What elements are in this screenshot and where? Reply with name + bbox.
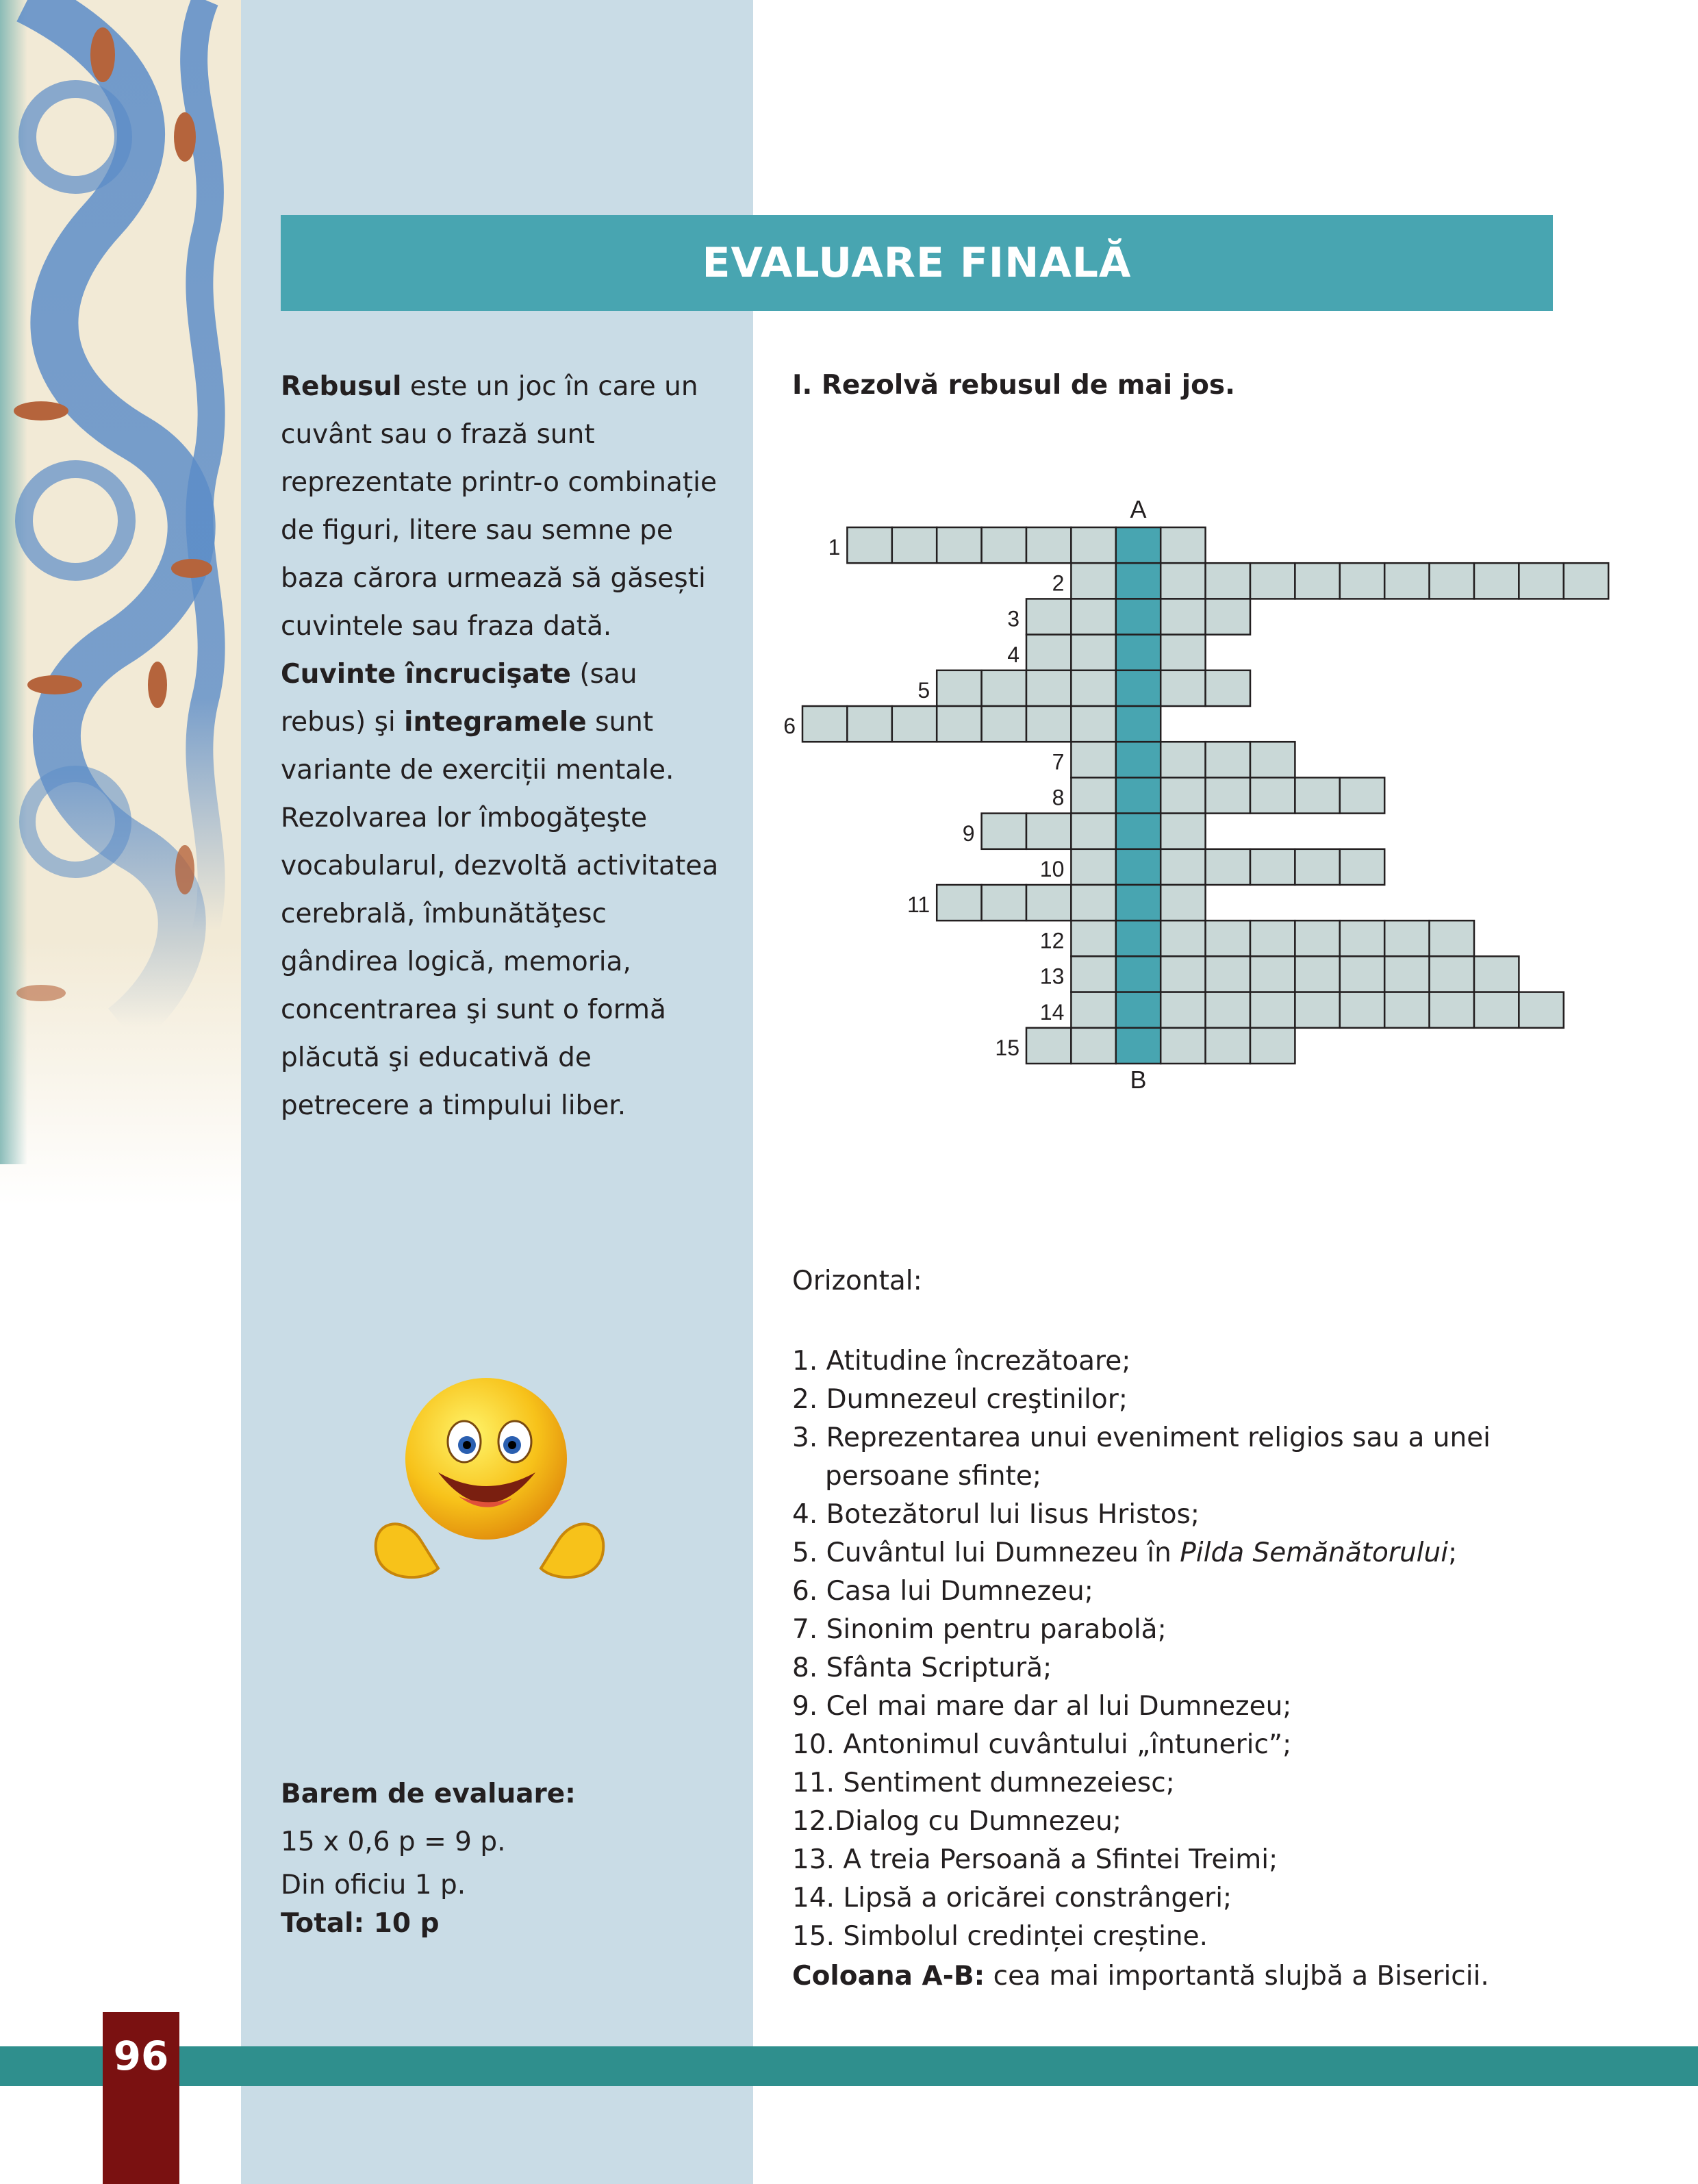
crossword-row-number: 10 bbox=[1039, 857, 1065, 881]
clue-4: 4. Botezătorul lui Iisus Hristos; bbox=[792, 1499, 1200, 1530]
intro-term-cuvinte: Cuvinte încrucişate bbox=[281, 659, 571, 690]
crossword-key-cell[interactable] bbox=[1116, 992, 1161, 1028]
crossword-cell[interactable] bbox=[847, 527, 891, 563]
crossword-cell[interactable] bbox=[1340, 777, 1384, 813]
crossword-cell[interactable] bbox=[937, 885, 981, 920]
crossword-cell[interactable] bbox=[1430, 956, 1474, 992]
crossword-cell[interactable] bbox=[982, 706, 1026, 742]
crossword-cell[interactable] bbox=[1340, 992, 1384, 1028]
page-number: 96 bbox=[103, 2012, 179, 2184]
crossword-key-cell[interactable] bbox=[1116, 920, 1161, 956]
clue-3-continued: persoane sfinte; bbox=[825, 1461, 1041, 1492]
crossword-cell[interactable] bbox=[1026, 527, 1071, 563]
intro-text bbox=[281, 363, 719, 1130]
crossword-cell[interactable] bbox=[1071, 670, 1115, 706]
crossword-cell[interactable] bbox=[937, 527, 981, 563]
crossword-row-number: 7 bbox=[1052, 749, 1065, 775]
clue-14: 14. Lipsă a oricărei constrângeri; bbox=[792, 1883, 1232, 1913]
crossword-cell[interactable] bbox=[1295, 777, 1339, 813]
crossword-cell[interactable] bbox=[1295, 563, 1339, 599]
barem-line-1: 15 x 0,6 p = 9 p. bbox=[281, 1827, 506, 1857]
intro-paragraph-2a: (sau rebus) şi bbox=[281, 659, 637, 738]
clue-1: 1. Atitudine încrezătoare; bbox=[792, 1346, 1131, 1377]
crossword-row-number: 5 bbox=[917, 678, 930, 703]
crossword-cell[interactable] bbox=[1026, 885, 1071, 920]
clue-12: 12.Dialog cu Dumnezeu; bbox=[792, 1806, 1122, 1837]
crossword-cell[interactable] bbox=[1295, 920, 1339, 956]
crossword-cell[interactable] bbox=[1250, 849, 1295, 885]
crossword-cell[interactable] bbox=[1295, 849, 1339, 885]
crossword-label-a: A bbox=[1130, 495, 1147, 523]
crossword-cell[interactable] bbox=[1430, 563, 1474, 599]
clue-5-italic: Pilda Semănătorului bbox=[1180, 1537, 1449, 1568]
clue-6: 6. Casa lui Dumnezeu; bbox=[792, 1576, 1093, 1607]
crossword-cell[interactable] bbox=[1161, 814, 1205, 849]
crossword-row-number: 3 bbox=[1007, 606, 1019, 631]
intro-paragraph-3: Rezolvarea lor îmbogăţeşte vocabularul, dezvoltă activitatea cerebrală, îmbunătăţesc gândirea logică, memoria, concentrarea şi sunt o formă plăcută şi educativă de petrecere a timpului liber. bbox=[281, 803, 719, 1121]
crossword-cell[interactable] bbox=[1384, 992, 1429, 1028]
crossword-cell[interactable] bbox=[1161, 1028, 1205, 1064]
crossword-grid bbox=[781, 479, 1616, 1109]
crossword-cell[interactable] bbox=[1161, 635, 1205, 670]
crossword-cell[interactable] bbox=[1026, 599, 1071, 634]
crossword-cell[interactable] bbox=[1026, 814, 1071, 849]
crossword-cell[interactable] bbox=[1340, 563, 1384, 599]
clue-9: 9. Cel mai mare dar al lui Dumnezeu; bbox=[792, 1691, 1292, 1722]
crossword-cell[interactable] bbox=[1161, 777, 1205, 813]
crossword-row-number: 12 bbox=[1039, 928, 1065, 953]
crossword-cell[interactable] bbox=[1206, 563, 1250, 599]
crossword-cell[interactable] bbox=[982, 814, 1026, 849]
crossword-cell[interactable] bbox=[1071, 956, 1115, 992]
ornament-border bbox=[0, 0, 241, 1205]
clue-3: 3. Reprezentarea unui eveniment religios sau a unei bbox=[792, 1422, 1491, 1453]
crossword-cell[interactable] bbox=[1206, 742, 1250, 777]
clue-11: 11. Sentiment dumnezeiesc; bbox=[792, 1768, 1175, 1798]
crossword-cell[interactable] bbox=[1384, 920, 1429, 956]
crossword-cell[interactable] bbox=[1384, 563, 1429, 599]
barem-heading: Barem de evaluare: bbox=[281, 1779, 576, 1809]
crossword-key-cell[interactable] bbox=[1116, 635, 1161, 670]
barem-total: Total: 10 p bbox=[281, 1908, 440, 1939]
crossword-cell[interactable] bbox=[1071, 920, 1115, 956]
crossword-row-number: 11 bbox=[907, 892, 930, 918]
crossword-cell[interactable] bbox=[1071, 563, 1115, 599]
clue-list bbox=[792, 1342, 1600, 1956]
crossword-cell[interactable] bbox=[1250, 742, 1295, 777]
crossword-cell[interactable] bbox=[1250, 777, 1295, 813]
crossword-cell[interactable] bbox=[1474, 956, 1519, 992]
crossword-cell[interactable] bbox=[1071, 706, 1115, 742]
crossword-cell[interactable] bbox=[1250, 956, 1295, 992]
crossword-cell[interactable] bbox=[1384, 956, 1429, 992]
intro-term-rebus: Rebusul bbox=[281, 371, 402, 402]
crossword-row-number: 6 bbox=[783, 714, 796, 739]
crossword-row-number: 8 bbox=[1052, 785, 1065, 810]
crossword-cell[interactable] bbox=[1161, 599, 1205, 634]
clue-13: 13. A treia Persoană a Sfintei Treimi; bbox=[792, 1844, 1278, 1875]
crossword-cell[interactable] bbox=[1206, 849, 1250, 885]
clue-15: 15. Simbolul credinței creștine. bbox=[792, 1921, 1208, 1952]
clue-5-text: 5. Cuvântul lui Dumnezeu în bbox=[792, 1537, 1180, 1568]
column-ab-text: cea mai importantă slujbă a Bisericii. bbox=[985, 1961, 1489, 1992]
crossword-cell[interactable] bbox=[892, 527, 937, 563]
crossword-cell[interactable] bbox=[1071, 635, 1115, 670]
crossword-cell[interactable] bbox=[1519, 992, 1563, 1028]
crossword-cell[interactable] bbox=[1071, 1028, 1115, 1064]
crossword-cell[interactable] bbox=[1026, 635, 1071, 670]
crossword-cell[interactable] bbox=[1206, 670, 1250, 706]
crossword-cell[interactable] bbox=[1206, 599, 1250, 634]
crossword-key-cell[interactable] bbox=[1116, 885, 1161, 920]
crossword-row-number: 1 bbox=[828, 535, 841, 560]
crossword-cell[interactable] bbox=[1206, 956, 1250, 992]
crossword-cell[interactable] bbox=[1295, 956, 1339, 992]
crossword-cell[interactable] bbox=[1474, 563, 1519, 599]
crossword-row-number: 9 bbox=[962, 820, 975, 846]
crossword-cell[interactable] bbox=[937, 706, 981, 742]
crossword-cell[interactable] bbox=[1161, 849, 1205, 885]
crossword-cell[interactable] bbox=[1071, 849, 1115, 885]
crossword-key-cell[interactable] bbox=[1116, 527, 1161, 563]
crossword-cell[interactable] bbox=[982, 527, 1026, 563]
footer-bar bbox=[0, 2046, 1698, 2086]
crossword-cell[interactable] bbox=[1161, 885, 1205, 920]
column-ab-label: Coloana A-B: bbox=[792, 1961, 985, 1992]
intro-paragraph-1: este un joc în care un cuvânt sau o frază sunt reprezentate printr-o combinație de figuri, litere sau semne pe baza cărora urmează să găsești cuvintele sau fraza dată. bbox=[281, 371, 718, 642]
crossword-label-b: B bbox=[1130, 1066, 1147, 1094]
crossword-cell[interactable] bbox=[1206, 777, 1250, 813]
crossword-key-cell[interactable] bbox=[1116, 742, 1161, 777]
crossword-cell[interactable] bbox=[982, 670, 1026, 706]
crossword-cell[interactable] bbox=[1519, 563, 1563, 599]
crossword-cell[interactable] bbox=[1071, 992, 1115, 1028]
crossword-key-cell[interactable] bbox=[1116, 670, 1161, 706]
crossword-cell[interactable] bbox=[1340, 849, 1384, 885]
crossword-cell[interactable] bbox=[1026, 1028, 1071, 1064]
crossword-cell[interactable] bbox=[1071, 814, 1115, 849]
crossword-row-number: 14 bbox=[1039, 999, 1065, 1025]
crossword-cell[interactable] bbox=[1161, 742, 1205, 777]
crossword-cell[interactable] bbox=[1564, 563, 1608, 599]
column-ab-clue bbox=[792, 1957, 1489, 1996]
crossword-cell[interactable] bbox=[1161, 920, 1205, 956]
crossword-cell[interactable] bbox=[1026, 670, 1071, 706]
crossword-key-cell[interactable] bbox=[1116, 814, 1161, 849]
crossword-row-number: 13 bbox=[1039, 964, 1065, 989]
clue-2: 2. Dumnezeul creştinilor; bbox=[792, 1384, 1128, 1415]
crossword-cell[interactable] bbox=[937, 670, 981, 706]
crossword-cell[interactable] bbox=[1430, 992, 1474, 1028]
crossword-cell[interactable] bbox=[1161, 956, 1205, 992]
crossword-key-cell[interactable] bbox=[1116, 849, 1161, 885]
clue-5-end: ; bbox=[1448, 1537, 1458, 1568]
crossword-key-cell[interactable] bbox=[1116, 599, 1161, 634]
crossword-key-cell[interactable] bbox=[1116, 706, 1161, 742]
intro-term-integrame: integramele bbox=[404, 707, 587, 738]
crossword-cell[interactable] bbox=[1071, 599, 1115, 634]
crossword-cell[interactable] bbox=[1161, 527, 1205, 563]
crossword-cell[interactable] bbox=[1340, 956, 1384, 992]
crossword-key-cell[interactable] bbox=[1116, 777, 1161, 813]
crossword-key-cell[interactable] bbox=[1116, 1028, 1161, 1064]
clue-8: 8. Sfânta Scriptură; bbox=[792, 1653, 1052, 1683]
crossword-cell[interactable] bbox=[1430, 920, 1474, 956]
crossword-key-cell[interactable] bbox=[1116, 563, 1161, 599]
crossword-row-number: 4 bbox=[1007, 642, 1019, 667]
crossword-row-number: 15 bbox=[995, 1035, 1019, 1060]
crossword-cell[interactable] bbox=[1071, 742, 1115, 777]
crossword-cell[interactable] bbox=[1206, 920, 1250, 956]
orizontal-heading: Orizontal: bbox=[792, 1266, 922, 1296]
crossword-cell[interactable] bbox=[982, 885, 1026, 920]
intro-paragraph-2b: sunt variante de exerciții mentale. bbox=[281, 707, 674, 786]
crossword-cell[interactable] bbox=[847, 706, 891, 742]
crossword-cell[interactable] bbox=[1026, 706, 1071, 742]
crossword-cell[interactable] bbox=[1250, 563, 1295, 599]
smiley-thumbs-up-icon bbox=[356, 1377, 623, 1603]
barem-line-2: Din oficiu 1 p. bbox=[281, 1870, 466, 1900]
crossword-cell[interactable] bbox=[1474, 992, 1519, 1028]
crossword-cell[interactable] bbox=[1206, 1028, 1250, 1064]
crossword-cell[interactable] bbox=[1161, 992, 1205, 1028]
crossword-cell[interactable] bbox=[802, 706, 847, 742]
crossword-key-cell[interactable] bbox=[1116, 956, 1161, 992]
crossword-row-number: 2 bbox=[1052, 570, 1065, 596]
crossword-cell[interactable] bbox=[1250, 920, 1295, 956]
crossword-cell[interactable] bbox=[1295, 992, 1339, 1028]
clue-10: 10. Antonimul cuvântului „întuneric”; bbox=[792, 1729, 1292, 1760]
crossword-cell[interactable] bbox=[1250, 1028, 1295, 1064]
title-banner bbox=[281, 215, 1553, 311]
crossword-cell[interactable] bbox=[1071, 885, 1115, 920]
crossword-cell[interactable] bbox=[1071, 527, 1115, 563]
grading-scheme bbox=[281, 1770, 719, 1943]
crossword-cell[interactable] bbox=[1206, 992, 1250, 1028]
crossword-cell[interactable] bbox=[892, 706, 937, 742]
clue-5 bbox=[792, 1534, 1600, 1572]
page-title: EVALUARE FINALĂ bbox=[702, 239, 1132, 287]
crossword-cell[interactable] bbox=[1161, 563, 1205, 599]
crossword-cell[interactable] bbox=[1340, 920, 1384, 956]
crossword-cell[interactable] bbox=[1250, 992, 1295, 1028]
task-title: I. Rezolvă rebusul de mai jos. bbox=[792, 370, 1235, 401]
crossword-cell[interactable] bbox=[1161, 670, 1205, 706]
clue-7: 7. Sinonim pentru parabolă; bbox=[792, 1614, 1167, 1645]
crossword-cell[interactable] bbox=[1071, 777, 1115, 813]
